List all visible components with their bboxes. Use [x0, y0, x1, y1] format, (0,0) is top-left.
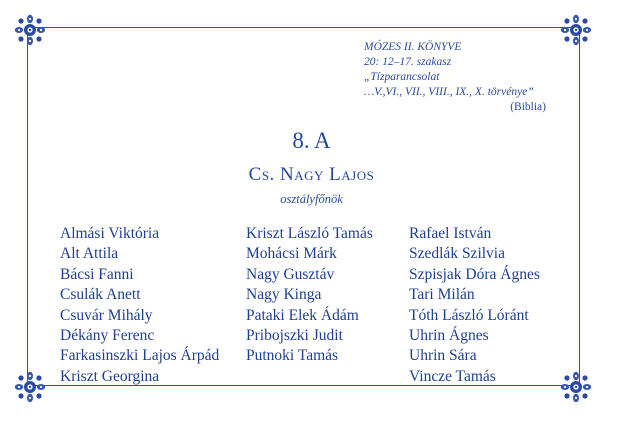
corner-ornament-icon — [14, 14, 46, 46]
quote-line: MÓZES II. KÖNYVE — [364, 41, 462, 53]
student-name: Bácsi Fanni — [60, 265, 134, 283]
student-name: Csuvár Mihály — [60, 306, 153, 324]
student-column-2 — [246, 224, 373, 367]
student-name: Kriszt László Tamás — [246, 225, 373, 242]
student-name: Pribojszki Judit — [246, 327, 343, 345]
student-column-3 — [409, 224, 540, 387]
student-name: Farkasinszki Lajos Árpád — [60, 347, 220, 365]
student-name: Tóth László Lóránt — [409, 306, 529, 324]
teacher-role: osztályfőnök — [280, 192, 343, 206]
student-name: Kriszt Georgina — [60, 367, 160, 385]
bible-quote — [364, 40, 550, 115]
student-name: Nagy Kinga — [246, 286, 322, 304]
student-name: Tari Milán — [409, 286, 475, 304]
student-name: Szpisjak Dóra Ágnes — [409, 265, 540, 283]
corner-ornament-icon — [560, 371, 592, 403]
quote-line: 20: 12–17. szakasz — [364, 56, 452, 68]
student-name: Szedlák Szilvia — [409, 245, 505, 263]
student-name: Alt Attila — [60, 245, 119, 263]
student-name: Nagy Gusztáv — [246, 265, 335, 283]
student-name: Almási Viktória — [60, 225, 160, 242]
student-name: Pataki Elek Ádám — [246, 306, 359, 324]
student-name: Vincze Tamás — [409, 367, 496, 385]
student-name: Rafael István — [409, 225, 492, 242]
student-name: Uhrin Sára — [409, 347, 477, 365]
quote-source: (Biblia) — [510, 101, 546, 113]
corner-ornament-icon — [560, 14, 592, 46]
student-name: Csulák Anett — [60, 286, 141, 304]
quote-line: „Tízparancsolat — [364, 71, 440, 83]
student-column-1 — [60, 224, 219, 387]
student-name: Mohácsi Márk — [246, 245, 337, 263]
student-name: Dékány Ferenc — [60, 327, 155, 345]
student-name: Putnoki Tamás — [246, 347, 339, 365]
corner-ornament-icon — [14, 371, 46, 403]
teacher-name: Cs. Nagy Lajos — [248, 164, 375, 185]
quote-line: …V.,VI., VII., VIII., IX., X. törvénye” — [364, 86, 534, 98]
class-title: 8. A — [292, 128, 331, 153]
student-name: Uhrin Ágnes — [409, 327, 489, 345]
